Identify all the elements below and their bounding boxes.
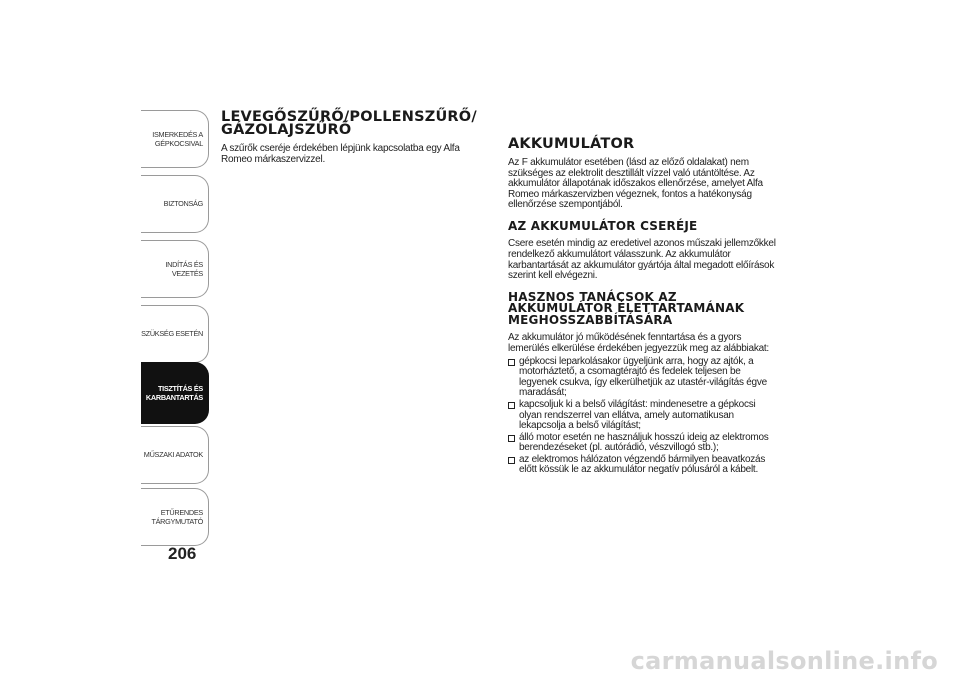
- list-item: kapcsoljuk ki a belső világítást: mindenesetre a gépkocsi olyan rendszerrel van ellátva, amely automatikusan lekapcsolja a belső világítást;: [508, 400, 778, 432]
- tab-biztonsag[interactable]: BIZTONSÁG: [141, 175, 209, 233]
- tab-tisztitas-es-karbantartas[interactable]: TISZTÍTÁS ÉS KARBANTARTÁS: [141, 362, 209, 424]
- tips-heading: HASZNOS TANÁCSOK AZ AKKUMULÁTOR ÉLETTARTAMÁNAK MEGHOSSZABBÍTÁSÁRA: [508, 289, 745, 327]
- tips-intro: Az akkumulátor jó működésének fenntartása és a gyors lemerülés elkerülése érdekében jegyezzük meg az alábbiakat:: [508, 332, 769, 354]
- battery-intro: Az F akkumulátor esetében (lásd az előző oldalakat) nem szükséges az elektrolit desztillált vízzel való utántöltése. Az akkumulátor állapotának időszakos ellenőrzése, amelyet Alfa Romeo márkaszervizben végeznek, fontos a hatékonyság ellenőrzése szempontjából.: [508, 157, 763, 211]
- page-number: 206: [168, 544, 197, 563]
- watermark: carmanualsonline.info: [630, 647, 938, 675]
- filter-body: A szűrők cseréje érdekében lépjünk kapcsolatba egy Alfa Romeo márkaszervizzel.: [221, 143, 460, 165]
- left-column: [221, 111, 493, 165]
- replace-heading: AZ AKKUMULÁTOR CSERÉJE: [508, 218, 698, 233]
- tips-list: [508, 357, 778, 477]
- tab-targymutato[interactable]: ETŰRENDES TÁRGYMUTATÓ: [141, 488, 209, 546]
- tab-ismerkedes[interactable]: ISMERKEDÉS A GÉPKOCSIVAL: [141, 110, 209, 168]
- list-item: álló motor esetén ne használjuk hosszú ideig az elektromos berendezéseket (pl. autórádió, vészvillogó stb.);: [508, 433, 778, 454]
- tab-inditas-es-vezetes[interactable]: INDÍTÁS ÉS VEZETÉS: [141, 240, 209, 298]
- replace-body: Csere esetén mindig az eredetivel azonos műszaki jellemzőkkel rendelkező akkumulátort válasszunk. Az akkumulátor karbantartását az akkumulátor gyártója által megadott előírások szerint kell elvégezni.: [508, 238, 776, 282]
- list-item: az elektromos hálózaton végzendő bármilyen beavatkozás előtt kössük le az akkumulátor negatív pólusáról a kábelt.: [508, 455, 778, 476]
- battery-heading: AKKUMULÁTOR: [508, 136, 635, 152]
- tab-szukseg-eseten[interactable]: SZÜKSÉG ESETÉN: [141, 305, 209, 363]
- right-column: [508, 138, 778, 476]
- tab-muszaki-adatok[interactable]: MŰSZAKI ADATOK: [141, 426, 209, 484]
- list-item: gépkocsi leparkolásakor ügyeljünk arra, hogy az ajtók, a motorháztető, a csomagtérajtó és fedelek teljesen be legyenek csukva, így elkerülhetjük az utastér-világítás égve maradását;: [508, 357, 778, 399]
- filter-heading: LEVEGŐSZŰRŐ/POLLENSZŰRŐ/ GÁZOLAJSZŰRŐ: [221, 109, 477, 138]
